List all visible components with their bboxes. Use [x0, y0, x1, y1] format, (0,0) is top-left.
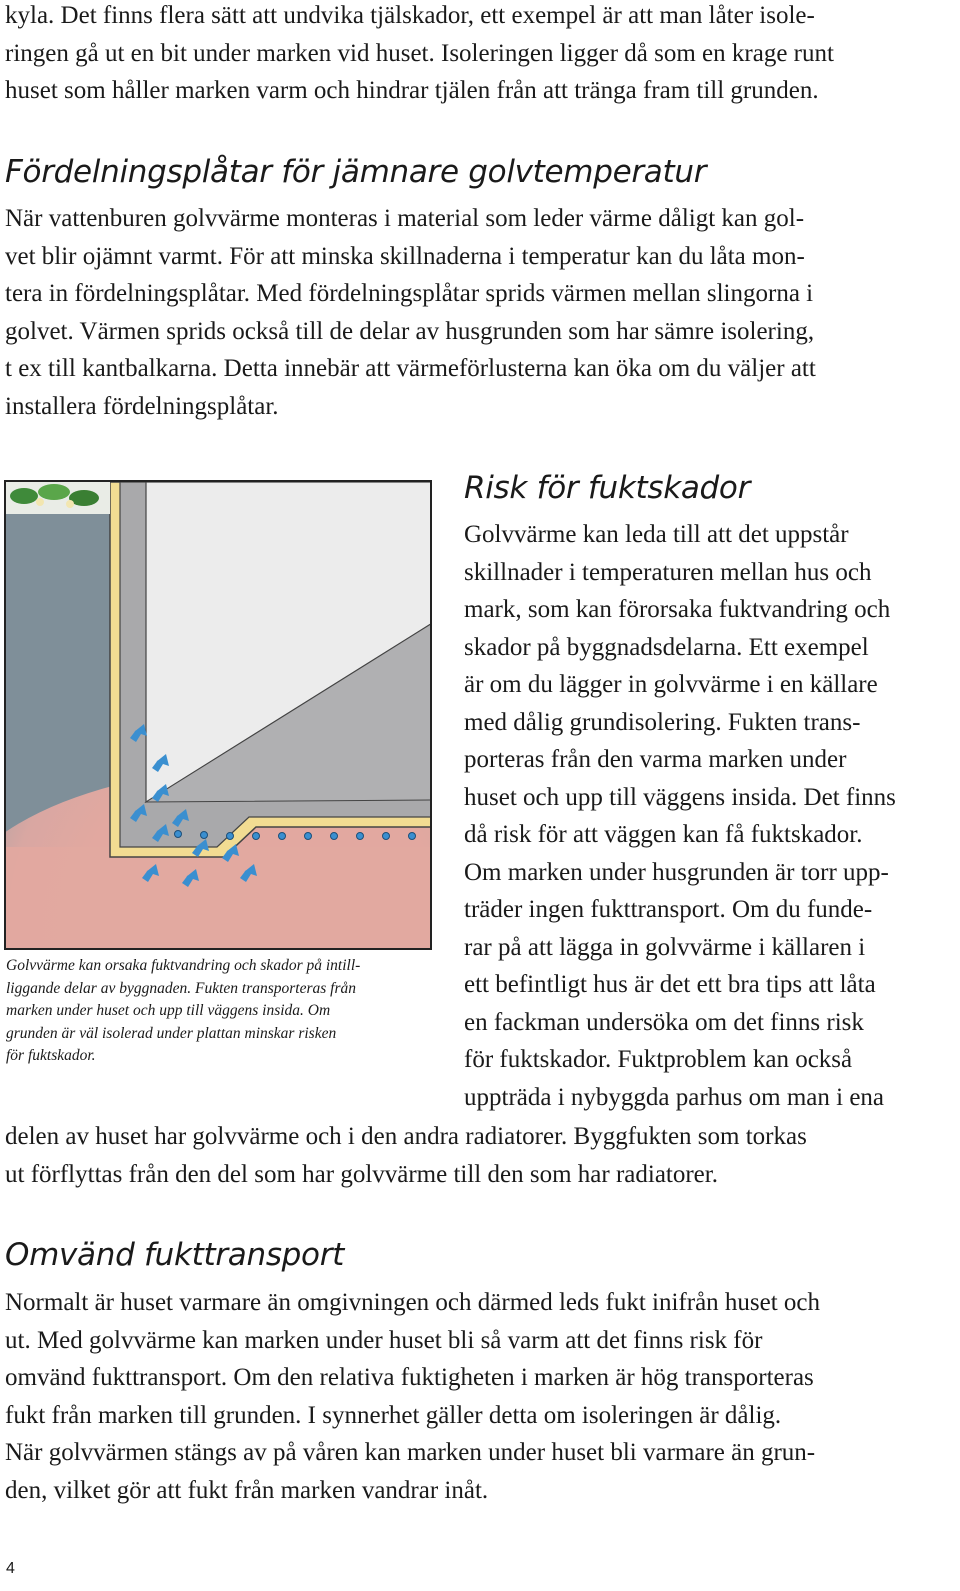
section3-paragraph [5, 1284, 943, 1509]
intro-paragraph [5, 0, 943, 110]
text-line: träder ingen fukttransport. Om du funde- [464, 896, 873, 923]
text-line: med dålig grundisolering. Fukten trans- [464, 708, 861, 736]
section2-full-paragraph [5, 1118, 943, 1193]
figure-caption [6, 955, 434, 1068]
text-line: Golvvärme kan leda till att det uppstår [464, 521, 849, 548]
text-line: golvet. Värmen sprids också till de delar av husgrunden som har sämre isolering, [5, 317, 815, 345]
text-line: När vattenburen golvvärme monteras i material som leder värme dåligt kan gol- [5, 205, 805, 232]
text-line: När golvvärmen stängs av på våren kan marken under huset bli varmare än grun- [5, 1439, 816, 1466]
text-line: ut. Med golvvärme kan marken under huset bli så varm att det finns risk för [5, 1326, 763, 1354]
section2-column-paragraph [464, 516, 943, 1116]
text-line: fukt från marken till grunden. I synnerhet gäller detta om isoleringen är dålig. [5, 1401, 782, 1429]
text-line: kyla. Det finns flera sätt att undvika tjälskador, ett exempel är att man låter isole- [5, 2, 815, 29]
text-line: huset som håller marken varm och hindrar tjälen från att tränga fram till grunden. [5, 77, 819, 104]
text-line: skillnader i temperaturen mellan hus och [464, 558, 872, 586]
text-line: för fuktskador. Fuktproblem kan också [464, 1046, 853, 1073]
text-line: mark, som kan förorsaka fuktvandring och [464, 596, 891, 623]
moisture-diagram-illustration [6, 482, 432, 950]
plant-icon [6, 482, 110, 514]
caption-line: liggande delar av byggnaden. Fukten transporteras från [6, 979, 356, 997]
text-line: omvänd fukttransport. Om den relativa fuktigheten i marken är hög transporteras [5, 1364, 814, 1391]
text-line: uppträda i nybyggda parhus om man i ena [464, 1083, 885, 1111]
section-heading-reverse-moisture: Omvänd fukttransport [5, 1237, 345, 1273]
text-line: Normalt är huset varmare än omgivningen och därmed leds fukt inifrån huset och [5, 1289, 821, 1316]
text-line: är om du lägger in golvvärme i en källare [464, 671, 878, 698]
text-line: t ex till kantbalkarna. Detta innebär att värmeförlusterna kan öka om du väljer att [5, 355, 816, 382]
text-line: porteras från den varma marken under [464, 746, 847, 773]
text-line: ett befintligt hus är det ett bra tips att låta [464, 971, 876, 998]
section-heading-moisture-damage: Risk för fuktskador [464, 470, 751, 506]
text-line: delen av huset har golvvärme och i den andra radiatorer. Byggfukten som torkas [5, 1123, 807, 1150]
text-line: den, vilket gör att fukt från marken vandrar inåt. [5, 1476, 489, 1504]
moisture-diagram [4, 480, 432, 950]
text-line: en fackman undersöka om det finns risk [464, 1008, 864, 1036]
page-number: 4 [6, 1560, 15, 1577]
text-line: Om marken under husgrunden är torr upp- [464, 858, 889, 886]
caption-line: marken under huset och upp till väggens insida. Om [6, 1002, 331, 1019]
caption-line: för fuktskador. [6, 1047, 96, 1064]
caption-line: grunden är väl isolerad under plattan minskar risken [6, 1024, 337, 1042]
text-line: ringen gå ut en bit under marken vid huset. Isoleringen ligger då som en krage runt [5, 39, 834, 67]
text-line: skador på byggnadsdelarna. Ett exempel [464, 633, 869, 661]
text-line: rar på att lägga in golvvärme i källaren i [464, 933, 866, 961]
text-line: då risk för att väggen kan få fuktskador. [464, 821, 863, 848]
text-line: installera fördelningsplåtar. [5, 392, 279, 420]
text-line: ut förflyttas från den del som har golvvärme till den som har radiatorer. [5, 1160, 718, 1188]
text-line: tera in fördelningsplåtar. Med fördelningsplåtar sprids värmen mellan slingorna i [5, 280, 814, 307]
section1-paragraph [5, 200, 943, 425]
caption-line: Golvvärme kan orsaka fuktvandring och skador på intill- [6, 957, 361, 974]
section-heading-distribution-plates: Fördelningsplåtar för jämnare golvtemperatur [5, 154, 707, 190]
text-line: huset och upp till väggens insida. Det finns [464, 783, 896, 811]
text-line: vet blir ojämnt varmt. För att minska skillnaderna i temperatur kan du låta mon- [5, 242, 805, 270]
